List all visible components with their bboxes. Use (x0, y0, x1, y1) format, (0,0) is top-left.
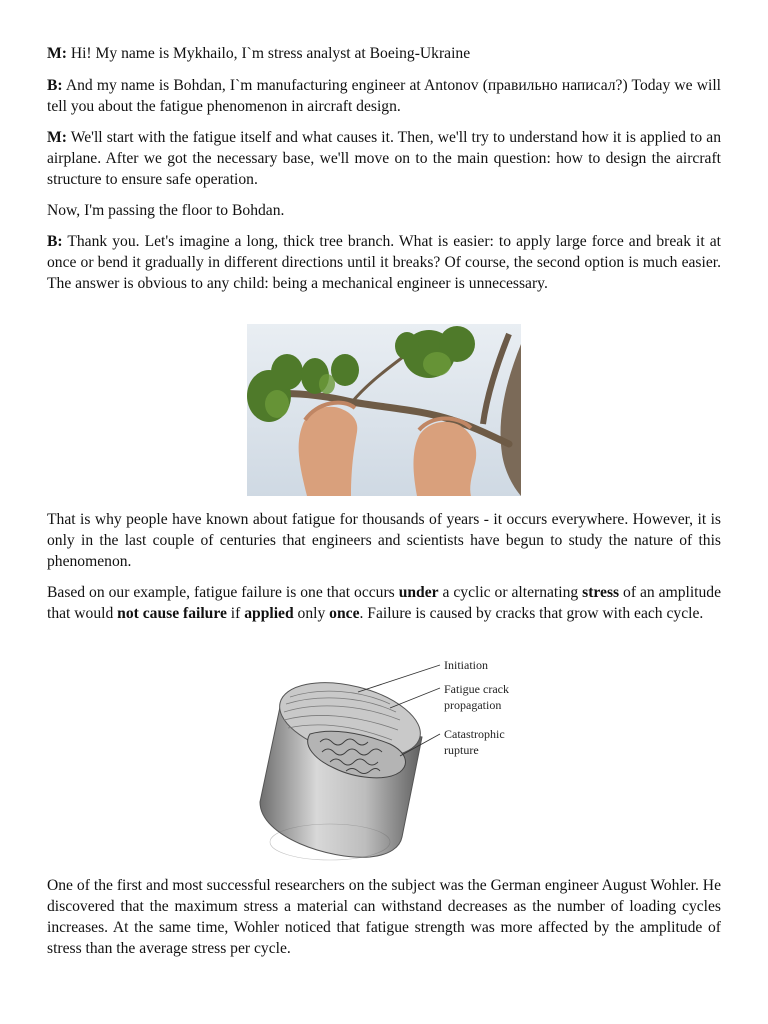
paragraph-text: One of the first and most successful researchers on the subject was the German engineer August Wohler. He discovered that the maximum stress a material can withstand decreases as the number of loading cycles increases. At the same time, Wohler noticed that fatigue strength was more affected by the amplitude of stress than the average stress per cycle. (47, 877, 721, 957)
paragraph-text: We'll start with the fatigue itself and what causes it. Then, we'll try to understand how it is applied to an airplane. After we got the necessary base, we'll move on to the main question: how to design the aircraft structure to ensure safe operation. (47, 129, 721, 188)
paragraph-intro-b (47, 75, 721, 117)
label-crack-propagation-line2: propagation (444, 698, 502, 712)
paragraph-text: And my name is Bohdan, I`m manufacturing engineer at Antonov (правильно написал?) Today we will tell you about the fatigue phenomenon in aircraft design. (47, 77, 721, 115)
paragraph-branch-example (47, 231, 721, 294)
speaker-label: M: (47, 129, 67, 146)
paragraph-text: of an amplitude that would (47, 584, 722, 622)
paragraph-history (47, 509, 721, 572)
paragraph-wohler (47, 875, 721, 959)
label-crack-propagation-line1: Fatigue crack (444, 682, 509, 696)
emphasis-text: not cause failure (117, 605, 227, 622)
branch-bending-photo (247, 324, 521, 496)
paragraph-text: That is why people have known about fatigue for thousands of years - it occurs everywhere. However, it is only in the last couple of centuries that engineers and scientists have begun to study the nature of this phenomenon. (47, 511, 721, 570)
label-rupture-line2: rupture (444, 743, 479, 757)
label-initiation: Initiation (444, 658, 488, 672)
paragraph-outline (47, 127, 721, 190)
emphasis-text: stress (582, 584, 620, 601)
paragraph-text: Now, I'm passing the floor to Bohdan. (47, 202, 285, 219)
paragraph-text: . Failure is caused by cracks that grow with each cycle. (359, 605, 704, 622)
speaker-label: B: (47, 77, 63, 94)
speaker-label: M: (47, 45, 67, 62)
label-rupture-line1: Catastrophic (444, 727, 505, 741)
paragraph-handover (47, 200, 721, 221)
emphasis-text: once (329, 605, 360, 622)
paragraph-text: Based on our example, fatigue failure is one that occurs (47, 584, 399, 601)
paragraph-text: if (226, 605, 245, 622)
speaker-label: B: (47, 233, 63, 250)
paragraph-text: Hi! My name is Mykhailo, I`m stress analyst at Boeing-Ukraine (66, 45, 471, 62)
emphasis-text: applied (244, 605, 294, 622)
emphasis-text: under (398, 584, 439, 601)
fatigue-fracture-diagram (250, 652, 530, 864)
paragraph-intro-m (47, 43, 721, 64)
paragraph-fatigue-definition (47, 582, 721, 624)
paragraph-text: only (293, 605, 330, 622)
paragraph-text: Thank you. Let's imagine a long, thick tree branch. What is easier: to apply large force and break it at once or bend it gradually in different directions until it breaks? Of course, the second option is much easier. The answer is obvious to any child: being a mechanical engineer is unnecessary. (47, 233, 721, 292)
paragraph-text: a cyclic or alternating (438, 584, 583, 601)
